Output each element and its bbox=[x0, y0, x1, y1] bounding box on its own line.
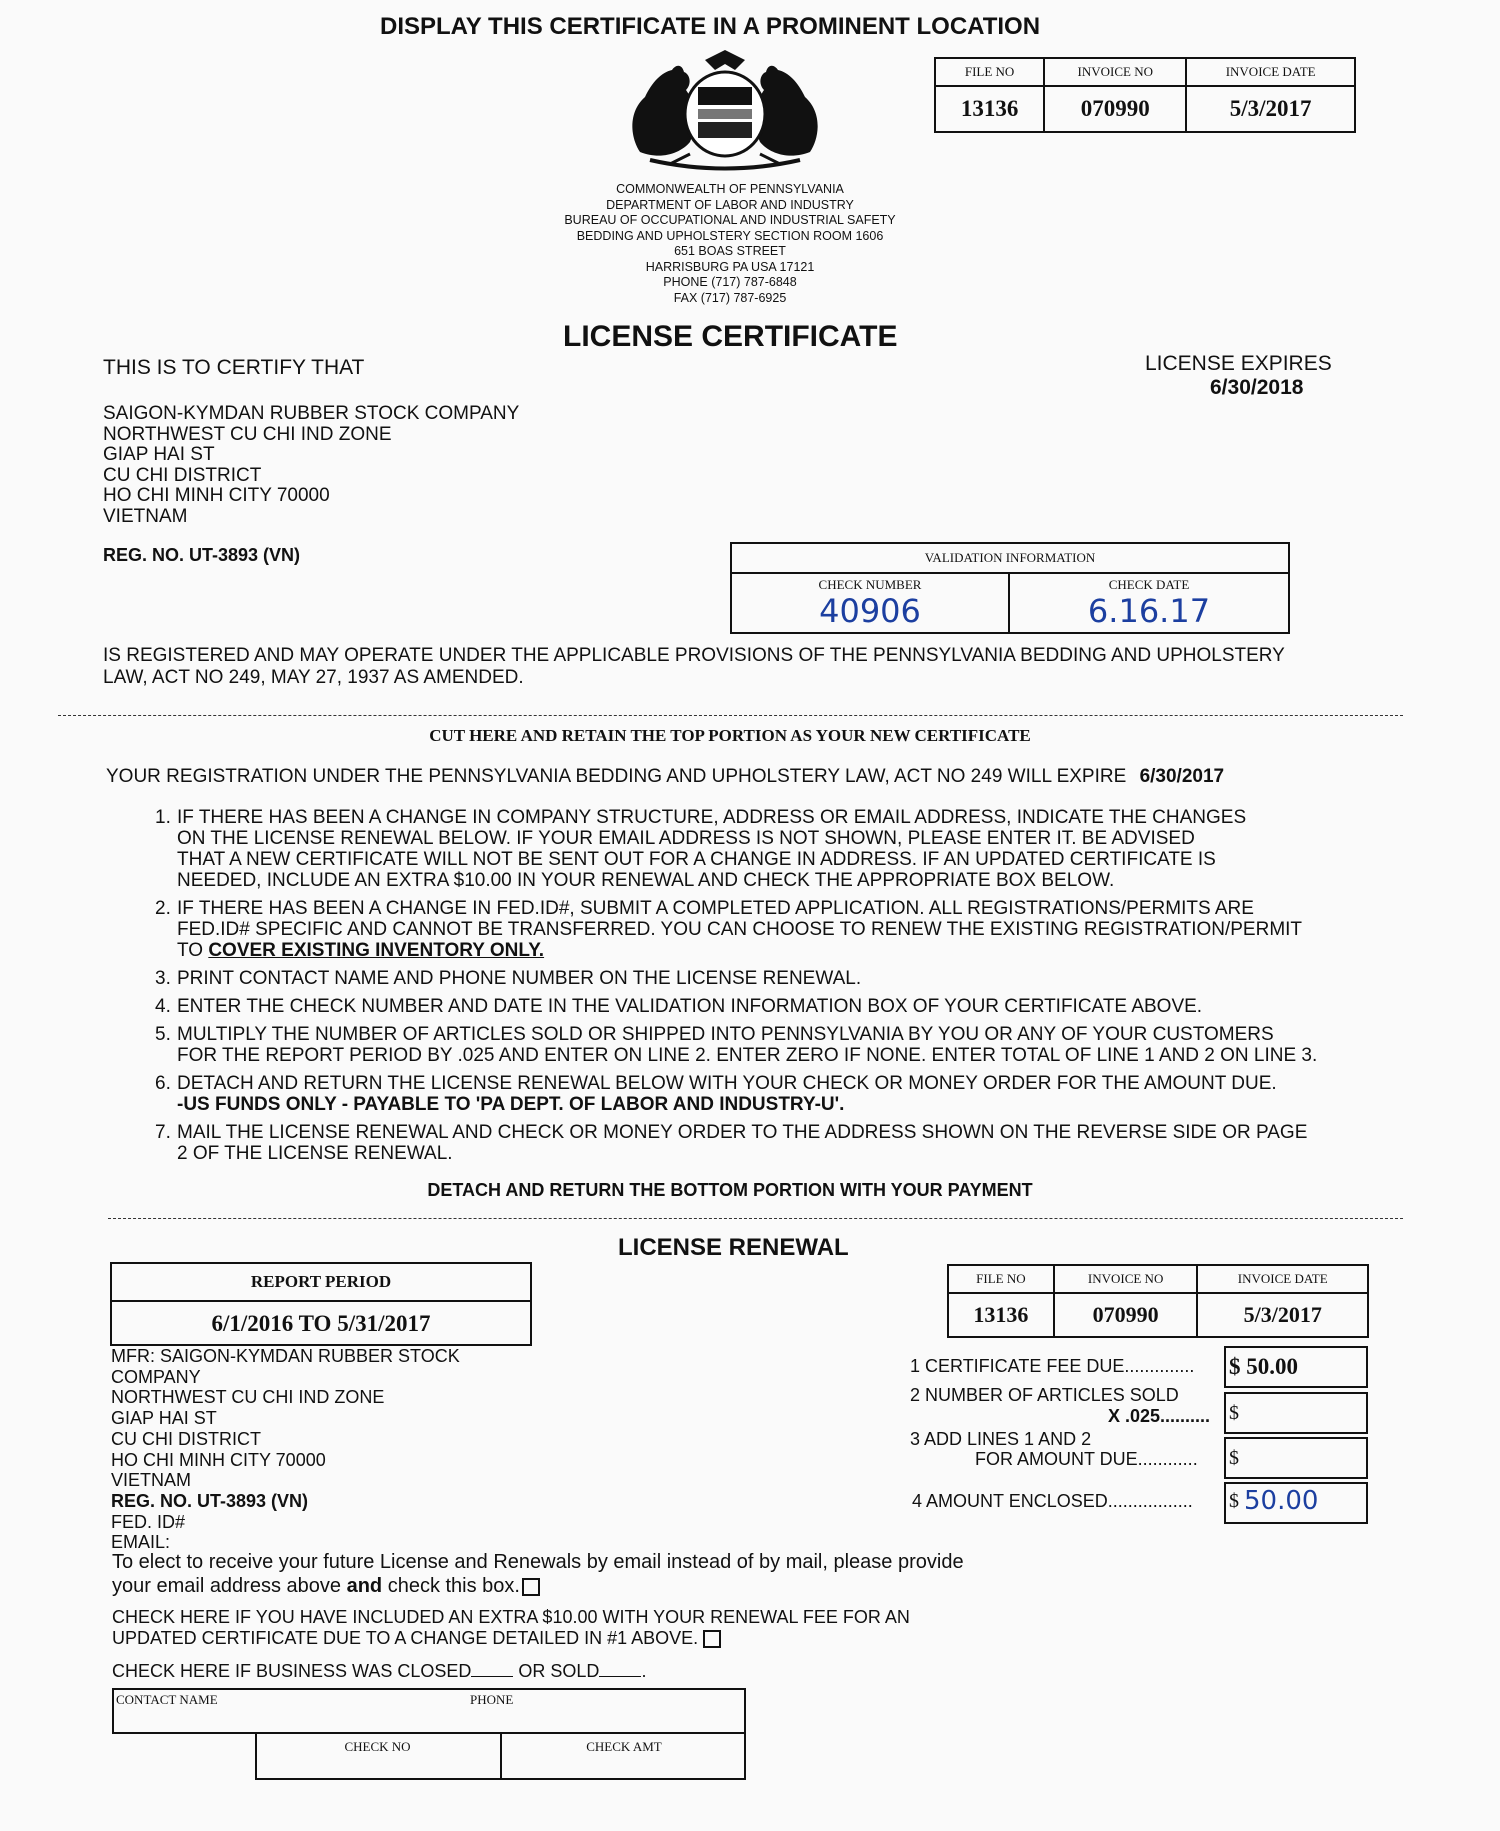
instruction-item: 5. MULTIPLY THE NUMBER OF ARTICLES SOLD OR SHIPPED INTO PENNSYLVANIA BY YOU OR ANY OF YOUR CUSTOMERS FOR THE REPORT PERIOD BY .025 AND ENTER ON LINE 2. ENTER ZERO IF NONE. ENTER TOTAL OF LINE 1 AND 2 ON LINE 3. bbox=[155, 1024, 1318, 1066]
fee-line-3-sublabel: FOR AMOUNT DUE............ bbox=[975, 1449, 1198, 1469]
operate-text: IS REGISTERED AND MAY OPERATE UNDER THE APPLICABLE PROVISIONS OF THE PENNSYLVANIA BEDDING AND UPHOLSTERY LAW, ACT NO 249, MAY 27, 1937 AS AMENDED. bbox=[103, 645, 1285, 688]
check-no-label[interactable]: CHECK NO bbox=[344, 1739, 411, 1754]
extra-fee-text: CHECK HERE IF YOU HAVE INCLUDED AN EXTRA $10.00 WITH YOUR RENEWAL FEE FOR AN UPDATED CERTIFICATE DUE TO A CHANGE DETAILED IN #1 ABOVE. bbox=[112, 1607, 910, 1648]
fee-line-3-value[interactable]: $ bbox=[1224, 1437, 1368, 1479]
check-number-label: CHECK NUMBER bbox=[818, 577, 922, 592]
file-table-renewal bbox=[947, 1264, 1369, 1338]
instruction-item: 7. MAIL THE LICENSE RENEWAL AND CHECK OR MONEY ORDER TO THE ADDRESS SHOWN ON THE REVERSE SIDE OR PAGE 2 OF THE LICENSE RENEWAL. bbox=[155, 1122, 1308, 1164]
company-address: SAIGON-KYMDAN RUBBER STOCK COMPANY NORTHWEST CU CHI IND ZONE GIAP HAI ST CU CHI DISTRICT HO CHI MINH CITY 70000 VIETNAM bbox=[103, 403, 520, 527]
check-date-value[interactable]: 6.16.17 bbox=[1087, 592, 1211, 630]
validation-box bbox=[730, 542, 1290, 634]
fee-line-1-value: $ 50.00 bbox=[1224, 1346, 1368, 1388]
renewal-file-no-header: FILE NO bbox=[948, 1265, 1054, 1293]
expires-label: LICENSE EXPIRES bbox=[1145, 352, 1332, 375]
detach-text: DETACH AND RETURN THE BOTTOM PORTION WITH YOUR PAYMENT bbox=[427, 1180, 1033, 1200]
amount-enclosed-handwritten: 50.00 bbox=[1244, 1486, 1319, 1516]
file-no-header: FILE NO bbox=[935, 58, 1044, 86]
renewal-invoice-no-value: 070990 bbox=[1054, 1293, 1198, 1337]
check-date-label: CHECK DATE bbox=[1108, 577, 1190, 592]
fee-line-4-box[interactable]: $ 50.00 bbox=[1224, 1482, 1368, 1524]
renewal-title: LICENSE RENEWAL bbox=[618, 1234, 849, 1261]
report-period-value: 6/1/2016 TO 5/31/2017 bbox=[211, 1311, 431, 1336]
renewal-invoice-no-header: INVOICE NO bbox=[1054, 1265, 1198, 1293]
check-amt-label[interactable]: CHECK AMT bbox=[586, 1739, 662, 1754]
email-election-text: To elect to receive your future License and Renewals by email instead of by mail, please provide your email address above and check this box. bbox=[112, 1551, 964, 1597]
fee-line-2-label: 2 NUMBER OF ARTICLES SOLD bbox=[910, 1385, 1179, 1405]
instruction-item: 6. DETACH AND RETURN THE LICENSE RENEWAL BELOW WITH YOUR CHECK OR MONEY ORDER FOR THE AMOUNT DUE. -US FUNDS ONLY - PAYABLE TO 'PA DEPT. OF LABOR AND INDUSTRY-U'. bbox=[155, 1073, 1277, 1115]
fee-line-2-value[interactable]: $ bbox=[1224, 1392, 1368, 1434]
report-period-box bbox=[110, 1262, 532, 1346]
report-period-label: REPORT PERIOD bbox=[112, 1264, 530, 1302]
fee-line-4-label: 4 AMOUNT ENCLOSED................. bbox=[912, 1491, 1193, 1511]
cut-line-text: CUT HERE AND RETAIN THE TOP PORTION AS YOUR NEW CERTIFICATE bbox=[429, 726, 1031, 745]
expires-date: 6/30/2018 bbox=[1210, 376, 1304, 399]
email-election-checkbox[interactable] bbox=[522, 1578, 540, 1596]
sold-blank[interactable] bbox=[599, 1660, 641, 1677]
fee-line-1-label: 1 CERTIFICATE FEE DUE.............. bbox=[910, 1356, 1195, 1376]
renewal-notice: YOUR REGISTRATION UNDER THE PENNSYLVANIA BEDDING AND UPHOLSTERY LAW, ACT NO 249 WILL EXPIRE 6/30/2017 bbox=[106, 766, 1225, 787]
renewal-file-no-value: 13136 bbox=[948, 1293, 1054, 1337]
business-closed-text: CHECK HERE IF BUSINESS WAS CLOSED OR SOLD . bbox=[112, 1661, 647, 1681]
invoice-no-header: INVOICE NO bbox=[1044, 58, 1186, 86]
contact-name-label[interactable]: CONTACT NAME bbox=[116, 1692, 218, 1707]
invoice-date-header: INVOICE DATE bbox=[1186, 58, 1355, 86]
fee-line-3-label: 3 ADD LINES 1 AND 2 bbox=[910, 1429, 1092, 1449]
instruction-item: 2. IF THERE HAS BEEN A CHANGE IN FED.ID#, SUBMIT A COMPLETED APPLICATION. ALL REGISTRATIONS/PERMITS ARE FED.ID# SPECIFIC AND CANNOT BE TRANSFERRED. YOU CAN CHOOSE TO RENEW THE EXISTING REGISTRATION/PERMIT TO COVER EXISTING INVENTORY ONLY. bbox=[155, 898, 1303, 961]
closed-blank[interactable] bbox=[471, 1660, 513, 1677]
fed-id-field[interactable]: FED. ID# bbox=[111, 1511, 186, 1532]
file-no-value: 13136 bbox=[935, 86, 1044, 132]
mfr-address: MFR: SAIGON-KYMDAN RUBBER STOCK COMPANY NORTHWEST CU CHI IND ZONE GIAP HAI ST CU CHI DISTRICT HO CHI MINH CITY 70000 VIETNAM REG. NO. UT-3893 (VN) FED. ID# EMAIL: bbox=[111, 1346, 460, 1553]
invoice-no-value: 070990 bbox=[1044, 86, 1186, 132]
instruction-item: 3. PRINT CONTACT NAME AND PHONE NUMBER ON THE LICENSE RENEWAL. bbox=[155, 968, 862, 989]
invoice-date-value: 5/3/2017 bbox=[1186, 86, 1355, 132]
display-notice: DISPLAY THIS CERTIFICATE IN A PROMINENT LOCATION bbox=[380, 13, 1041, 40]
phone-label[interactable]: PHONE bbox=[470, 1692, 514, 1707]
instructions-list bbox=[155, 807, 1375, 1171]
renewal-reg-no: REG. NO. UT-3893 (VN) bbox=[111, 1490, 309, 1511]
agency-address: COMMONWEALTH OF PENNSYLVANIA DEPARTMENT OF LABOR AND INDUSTRY BUREAU OF OCCUPATIONAL AND INDUSTRIAL SAFETY BEDDING AND UPHOLSTERY SECTION ROOM 1606 651 BOAS STREET HARRISBURG PA USA 17121 PHONE (717) 787-6848 FAX (717) 787-6925 bbox=[564, 182, 896, 305]
cut-line bbox=[58, 715, 1403, 716]
check-number-value[interactable]: 40906 bbox=[819, 592, 921, 630]
instruction-item: 1. IF THERE HAS BEEN A CHANGE IN COMPANY STRUCTURE, ADDRESS OR EMAIL ADDRESS, INDICATE THE CHANGES ON THE LICENSE RENEWAL BELOW. IF YOUR EMAIL ADDRESS IS NOT SHOWN, PLEASE ENTER IT. BE ADVISED THAT A NEW CERTIFICATE WILL NOT BE SENT OUT FOR A CHANGE IN ADDRESS. IF AN UPDATED CERTIFICATE IS NEEDED, INCLUDE AN EXTRA $10.00 IN YOUR RENEWAL AND CHECK THE APPROPRIATE BOX BELOW. bbox=[155, 807, 1247, 891]
certify-text: THIS IS TO CERTIFY THAT bbox=[103, 356, 365, 379]
detach-line bbox=[108, 1218, 1403, 1219]
renewal-invoice-date-value: 5/3/2017 bbox=[1197, 1293, 1368, 1337]
validation-title: VALIDATION INFORMATION bbox=[732, 544, 1288, 574]
reg-no: REG. NO. UT-3893 (VN) bbox=[103, 545, 301, 565]
email-field[interactable]: EMAIL: bbox=[111, 1532, 171, 1553]
pennsylvania-seal-icon bbox=[610, 42, 840, 172]
certificate-title: LICENSE CERTIFICATE bbox=[563, 320, 898, 353]
extra-fee-checkbox[interactable] bbox=[703, 1630, 721, 1648]
renewal-invoice-date-header: INVOICE DATE bbox=[1197, 1265, 1368, 1293]
file-table-top bbox=[934, 57, 1356, 133]
fee-line-2-multiplier: X .025.......... bbox=[1108, 1406, 1211, 1426]
instruction-item: 4. ENTER THE CHECK NUMBER AND DATE IN THE VALIDATION INFORMATION BOX OF YOUR CERTIFICATE ABOVE. bbox=[155, 996, 1203, 1017]
